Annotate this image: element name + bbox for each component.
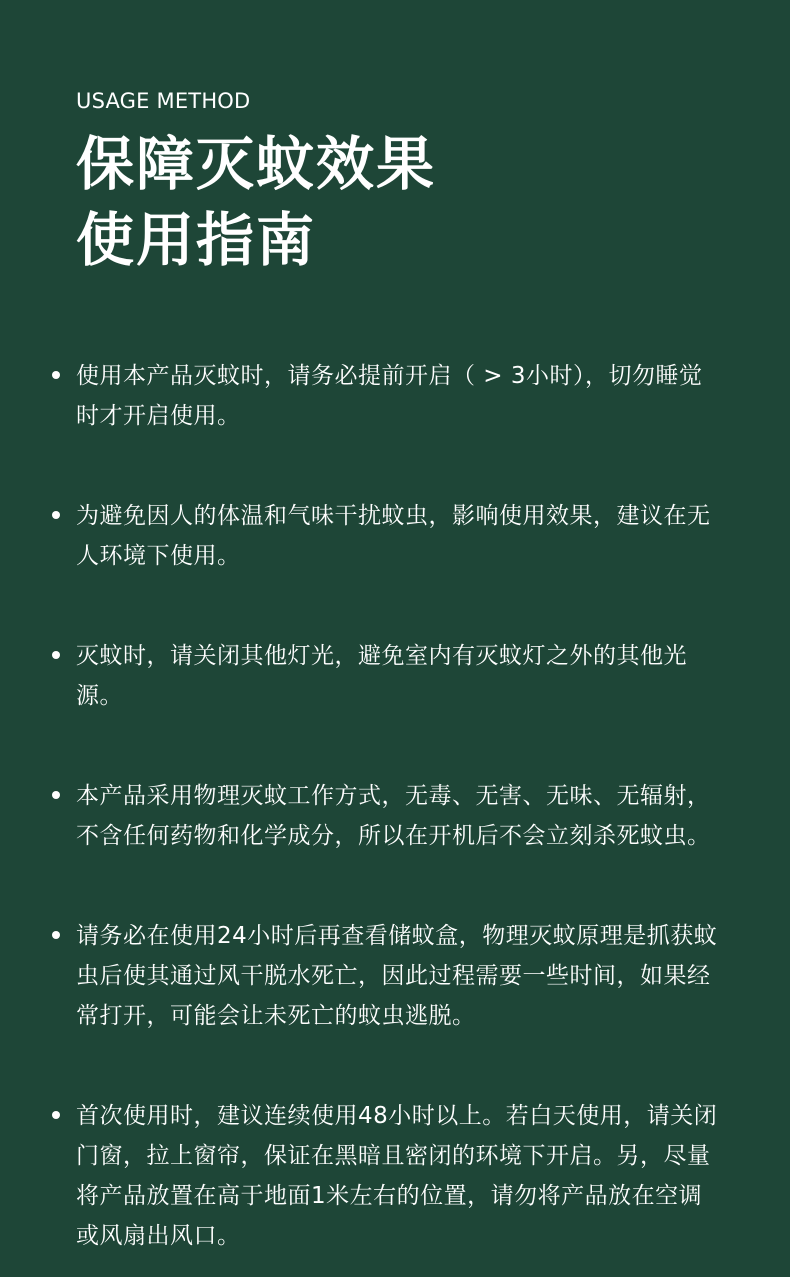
list-item-text: 为避免因人的体温和气味干扰蚊虫，影响使用效果，建议在无人环境下使用。 <box>76 503 711 569</box>
list-item-text: 灭蚊时，请关闭其他灯光，避免室内有灭蚊灯之外的其他光源。 <box>76 643 687 709</box>
bullet-icon <box>52 791 60 799</box>
header <box>76 88 436 278</box>
list-item <box>50 916 730 1036</box>
list-item <box>50 356 730 436</box>
usage-instruction-list <box>50 356 730 1256</box>
list-item-text: 本产品采用物理灭蚊工作方式，无毒、无害、无味、无辐射，不含任何药物和化学成分，所以在开机后不会立刻杀死蚊虫。 <box>76 783 711 849</box>
bullet-icon <box>52 651 60 659</box>
list-item-text: 请务必在使用24小时后再查看储蚊盒，物理灭蚊原理是抓获蚊虫后使其通过风干脱水死亡，因此过程需要一些时间，如果经常打开，可能会让未死亡的蚊虫逃脱。 <box>76 923 718 1029</box>
list-item-text: 使用本产品灭蚊时，请务必提前开启（ > 3小时），切勿睡觉时才开启使用。 <box>76 363 703 429</box>
section-subtitle: USAGE METHOD <box>76 89 251 113</box>
list-item <box>50 1096 730 1256</box>
bullet-icon <box>52 1111 60 1119</box>
title-line: 使用指南 <box>76 206 317 274</box>
bullet-icon <box>52 371 60 379</box>
list-item-text: 首次使用时，建议连续使用48小时以上。若白天使用，请关闭门窗，拉上窗帘，保证在黑暗且密闭的环境下开启。另，尽量将产品放置在高于地面1米左右的位置，请勿将产品放在空调或风扇出风口。 <box>76 1103 718 1249</box>
bullet-icon <box>52 511 60 519</box>
list-item <box>50 636 730 716</box>
bullet-icon <box>52 931 60 939</box>
title-line: 保障灭蚊效果 <box>76 130 437 198</box>
list-item <box>50 496 730 576</box>
page-title <box>76 126 436 278</box>
list-item <box>50 776 730 856</box>
